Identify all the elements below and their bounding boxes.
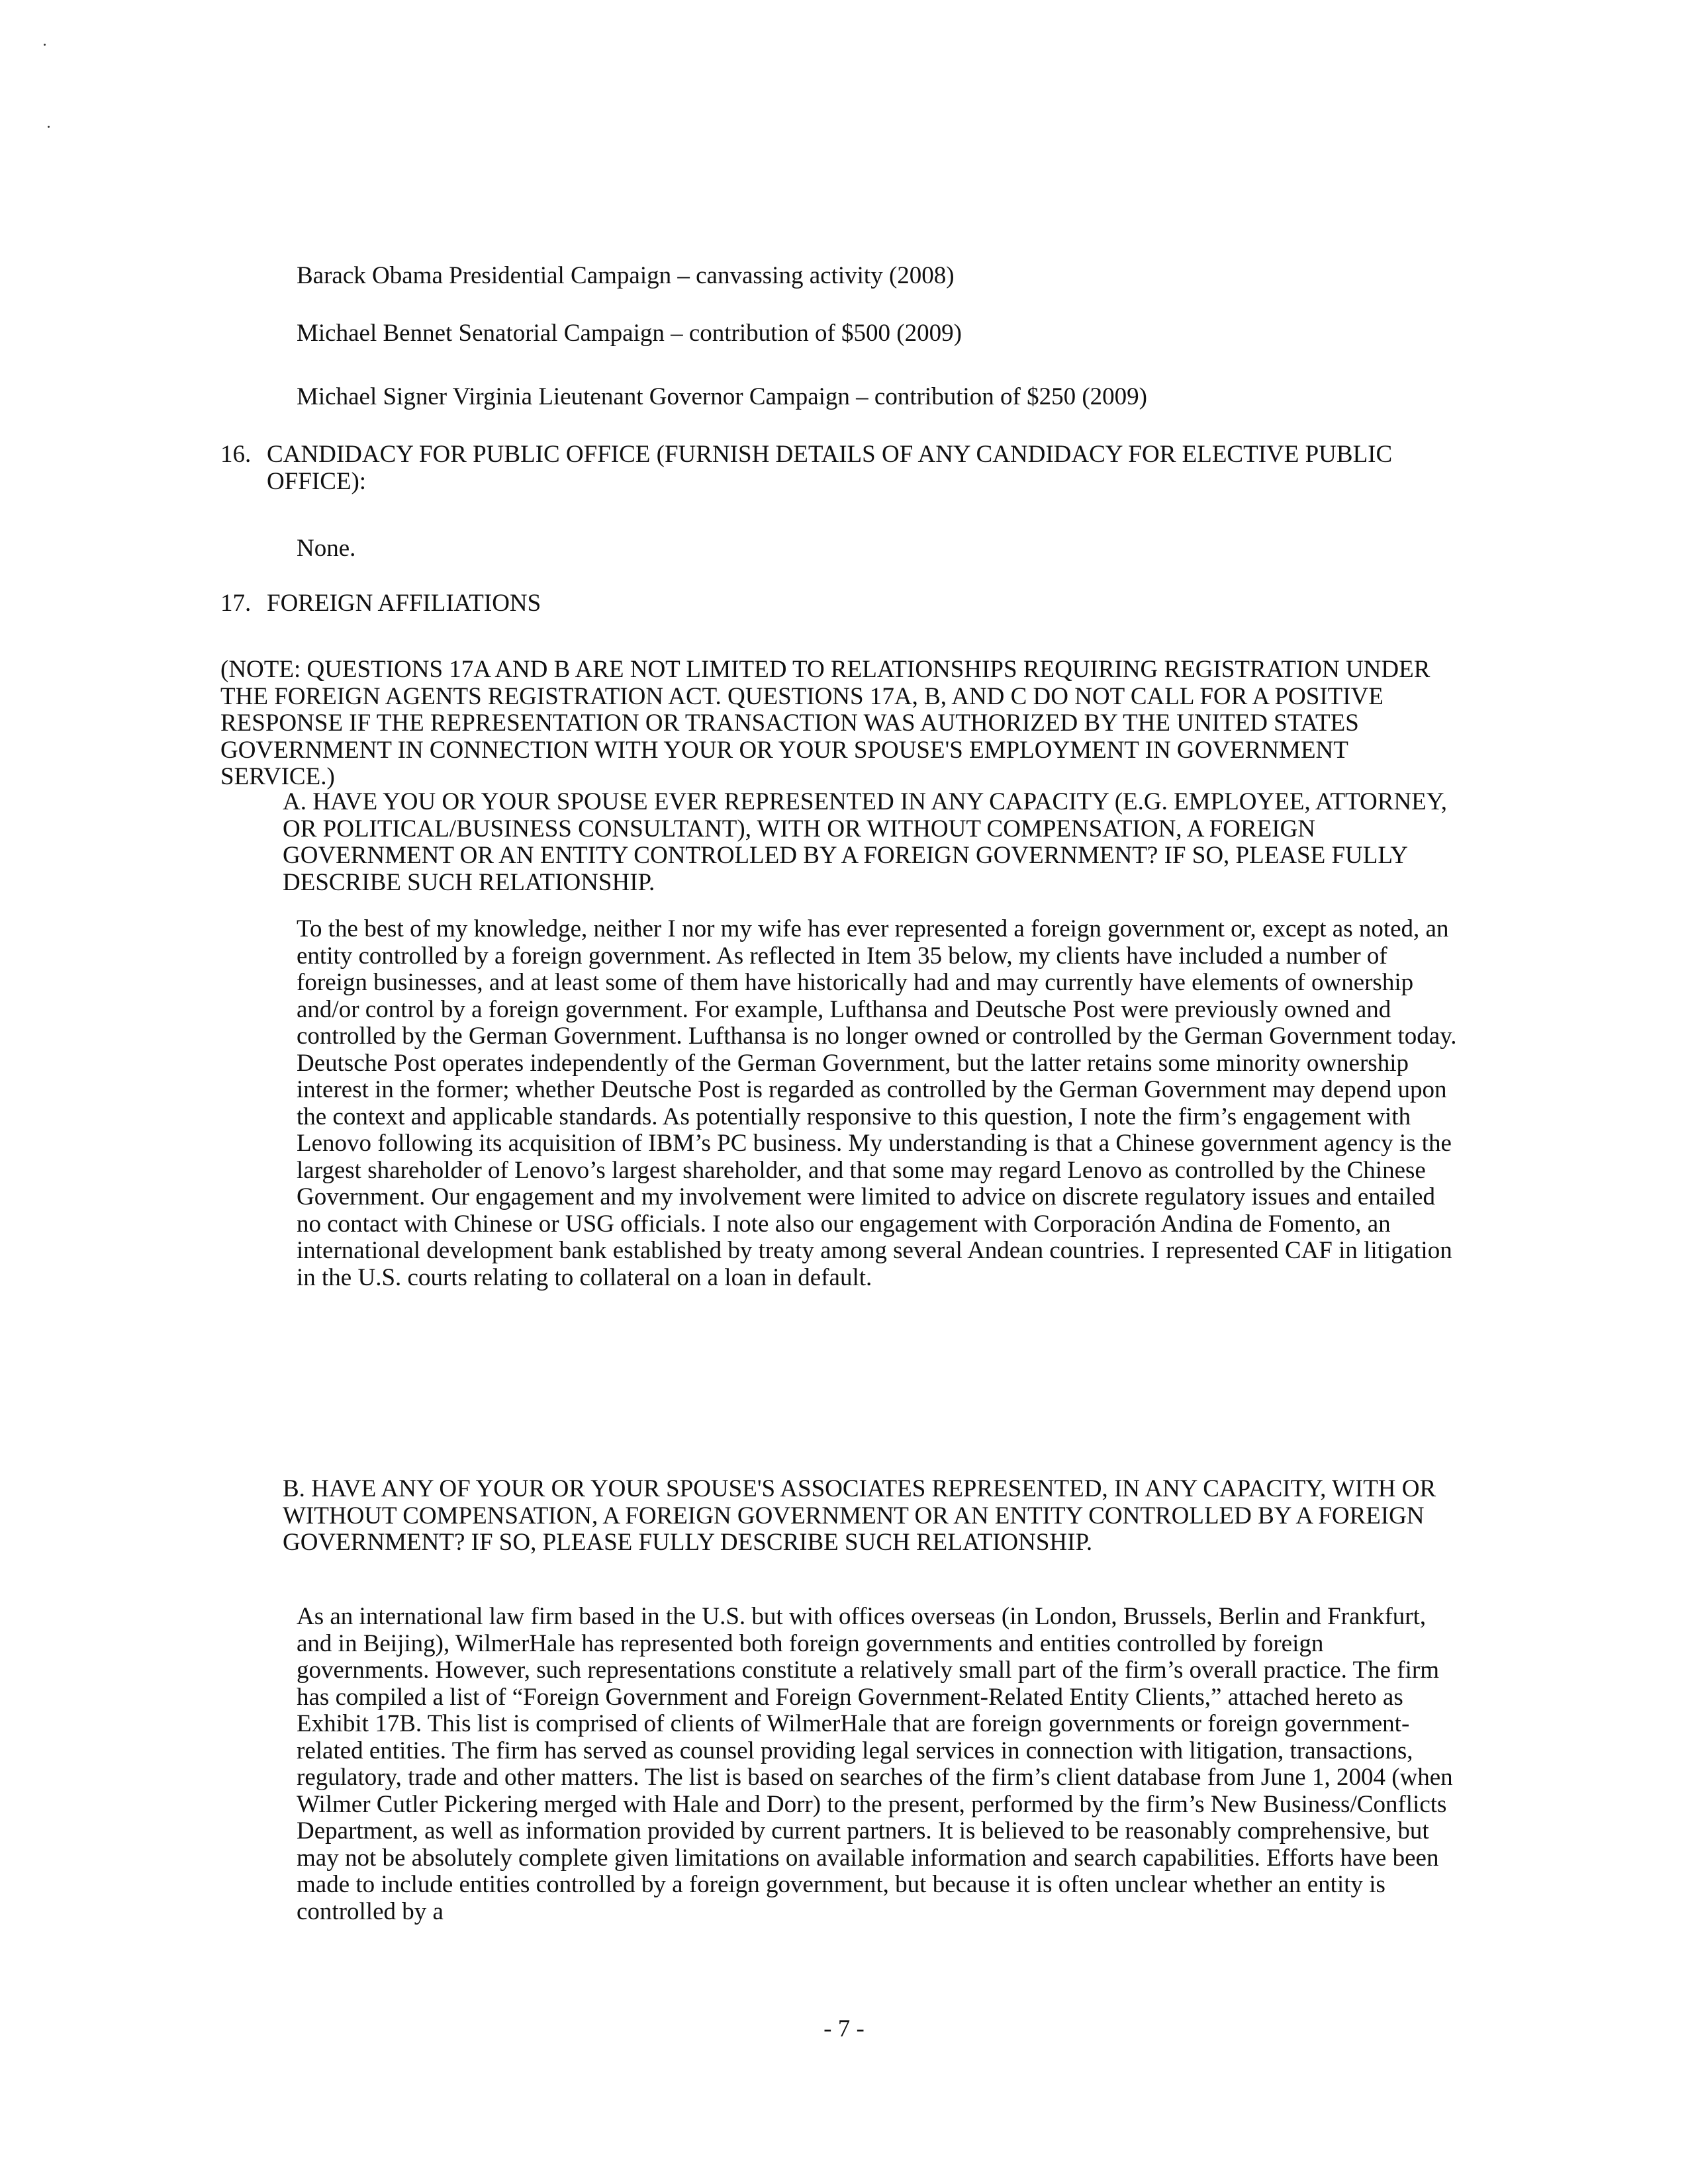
section-title: FOREIGN AFFILIATIONS	[267, 590, 541, 617]
section-16-answer: None.	[297, 535, 356, 562]
political-activity-item: Barack Obama Presidential Campaign – canvassing activity (2008)	[297, 262, 955, 289]
political-activity-item: Michael Signer Virginia Lieutenant Governor Campaign – contribution of $250 (2009)	[297, 383, 1147, 410]
section-16-heading	[220, 441, 1452, 495]
section-title: CANDIDACY FOR PUBLIC OFFICE (FURNISH DETAILS OF ANY CANDIDACY FOR ELECTIVE PUBLIC OFFICE):	[267, 441, 1393, 495]
section-17-note: (NOTE: QUESTIONS 17A AND B ARE NOT LIMITED TO RELATIONSHIPS REQUIRING REGISTRATION UNDER THE FOREIGN AGENTS REGISTRATION ACT. QUESTIONS 17A, B, AND C DO NOT CALL FOR A POSITIVE RESPONSE IF THE REPRESENTATION OR TRANSACTION WAS AUTHORIZED BY THE UNITED STATES GOVERNMENT IN CONNECTION WITH YOUR OR YOUR SPOUSE'S EMPLOYMENT IN GOVERNMENT SERVICE.)	[220, 656, 1430, 790]
scan-speck	[48, 126, 50, 128]
political-activity-item: Michael Bennet Senatorial Campaign – contribution of $500 (2009)	[297, 320, 962, 347]
scan-speck	[44, 44, 46, 46]
question-17a: A. HAVE YOU OR YOUR SPOUSE EVER REPRESENTED IN ANY CAPACITY (E.G. EMPLOYEE, ATTORNEY, OR POLITICAL/BUSINESS CONSULTANT), WITH OR WITHOUT COMPENSATION, A FOREIGN GOVERNMENT OR AN ENTITY CONTROLLED BY A FOREIGN GOVERNMENT? IF SO, PLEASE FULLY DESCRIBE SUCH RELATIONSHIP.	[283, 788, 1447, 896]
section-number: 17.	[220, 590, 252, 617]
section-number: 16.	[220, 441, 252, 468]
section-17-heading	[220, 590, 1452, 617]
page-number: - 7 -	[823, 2015, 865, 2042]
question-17b: B. HAVE ANY OF YOUR OR YOUR SPOUSE'S ASSOCIATES REPRESENTED, IN ANY CAPACITY, WITH OR WITHOUT COMPENSATION, A FOREIGN GOVERNMENT OR AN ENTITY CONTROLLED BY A FOREIGN GOVERNMENT? IF SO, PLEASE FULLY DESCRIBE SUCH RELATIONSHIP.	[283, 1475, 1436, 1556]
answer-17b: As an international law firm based in the U.S. but with offices overseas (in London, Brussels, Berlin and Frankfurt, and in Beijing), WilmerHale has represented both foreign governments and entities controlled by foreign governments. However, such representations constitute a relatively small part of the firm’s overall practice. The firm has compiled a list of “Foreign Government and Foreign Government-Related Entity Clients,” attached hereto as Exhibit 17B. This list is comprised of clients of WilmerHale that are foreign governments or foreign government-related entities. The firm has served as counsel providing legal services in connection with litigation, transactions, regulatory, trade and other matters. The list is based on searches of the firm’s client database from June 1, 2004 (when Wilmer Cutler Pickering merged with Hale and Dorr) to the present, performed by the firm’s New Business/Conflicts Department, as well as information provided by current partners. It is believed to be reasonably comprehensive, but may not be absolutely complete given limitations on available information and search capabilities. Efforts have been made to include entities controlled by a foreign government, but because it is often unclear whether an entity is controlled by a	[297, 1603, 1453, 1925]
answer-17a: To the best of my knowledge, neither I nor my wife has ever represented a foreign government or, except as noted, an entity controlled by a foreign government. As reflected in Item 35 below, my clients have included a number of foreign businesses, and at least some of them have historically had and may currently have elements of ownership and/or control by a foreign government. For example, Lufthansa and Deutsche Post were previously owned and controlled by the German Government. Lufthansa is no longer owned or controlled by the German Government today. Deutsche Post operates independently of the German Government, but the latter retains some minority ownership interest in the former; whether Deutsche Post is regarded as controlled by the German Government may depend upon the context and applicable standards. As potentially responsive to this question, I note the firm’s engagement with Lenovo following its acquisition of IBM’s PC business. My understanding is that a Chinese government agency is the largest shareholder of Lenovo’s largest shareholder, and that some may regard Lenovo as controlled by the Chinese Government. Our engagement and my involvement were limited to advice on discrete regulatory issues and entailed no contact with Chinese or USG officials. I note also our engagement with Corporación Andina de Fomento, an international development bank established by treaty among several Andean countries. I represented CAF in litigation in the U.S. courts relating to collateral on a loan in default.	[297, 915, 1457, 1291]
